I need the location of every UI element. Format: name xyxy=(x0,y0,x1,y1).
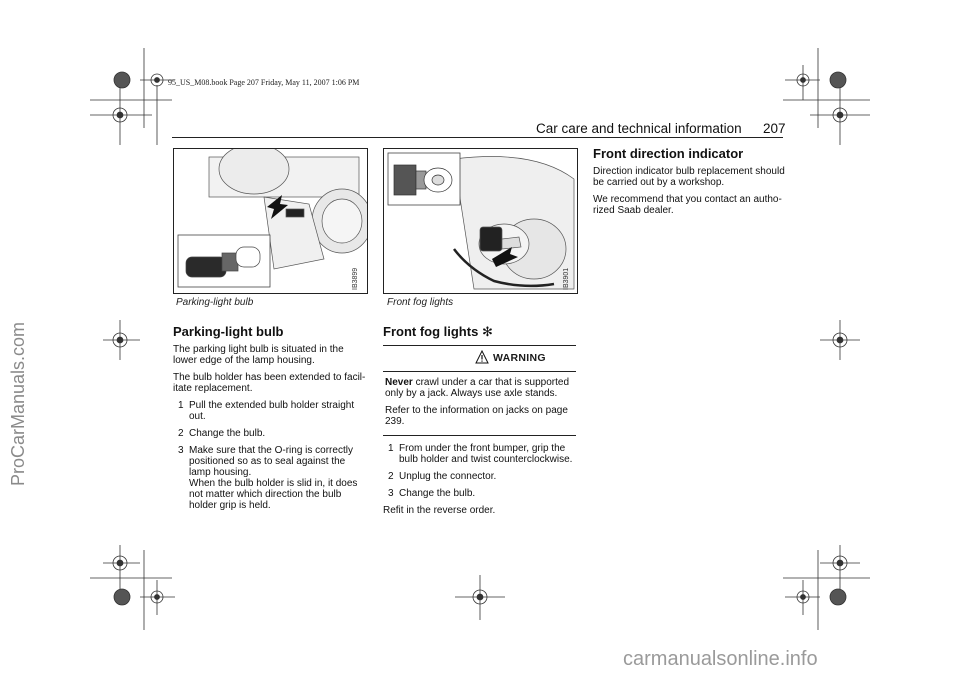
header-rule xyxy=(172,137,783,138)
parking-paragraph-2: The bulb holder has been extended to facil-itate replacement. xyxy=(173,372,366,394)
fog-light-figure xyxy=(383,148,578,294)
page-number: 207 xyxy=(763,121,786,136)
side-watermark: ProCarManuals.com xyxy=(8,321,28,486)
warning-header xyxy=(383,346,576,372)
fog-closing: Refit in the reverse order. xyxy=(383,505,496,516)
parking-heading: Parking-light bulb xyxy=(173,324,284,339)
direction-body xyxy=(593,166,789,222)
fog-step-3: 3 Change the bulb. xyxy=(388,488,476,499)
asterisk-icon: ✻ xyxy=(481,324,493,339)
fog-body xyxy=(383,443,579,516)
book-info-line: 95_US_M08.book Page 207 Friday, May 11, 2007 1:06 PM xyxy=(168,78,360,87)
bottom-watermark: carmanualsonline.info xyxy=(623,648,818,670)
warning-box xyxy=(383,345,576,436)
warning-line-2: Refer to the information on jacks on page 239. xyxy=(385,405,568,427)
parking-paragraph-1: The parking light bulb is situated in the lower edge of the lamp housing. xyxy=(173,344,344,366)
fog-heading: Front fog lights ✻ xyxy=(383,324,493,339)
warning-body xyxy=(383,372,576,435)
parking-step-1: 1 Pull the extended bulb holder straight out. xyxy=(178,400,355,422)
direction-heading: Front direction indicator xyxy=(593,146,744,161)
warning-line-1: Never crawl under a car that is supported only by a jack. Always use axle stands. xyxy=(385,377,570,399)
parking-light-illustration xyxy=(174,149,367,293)
fog-figure-code: IB3901 xyxy=(563,267,570,290)
warning-title: WARNING xyxy=(493,352,546,364)
parking-step-2: 2 Change the bulb. xyxy=(178,428,266,439)
parking-figure-code: IB3899 xyxy=(352,267,359,290)
parking-step-3: 3 Make sure that the O-ring is correctly positioned so as to seal against the lamp housing. When the bulb holder is slid in, it does not matter which direction the bulb holder grip is held. xyxy=(178,445,358,511)
parking-step-3-note: When the bulb holder is slid in, it does not matter which direction the bulb holder grip is held. xyxy=(189,478,358,511)
fog-steps xyxy=(383,443,579,499)
fog-light-illustration xyxy=(384,149,577,293)
fog-step-1: 1 From under the front bumper, grip the bulb holder and twist counterclockwise. xyxy=(388,443,573,465)
warning-triangle-icon xyxy=(475,350,489,364)
fog-figure-caption: Front fog lights xyxy=(387,297,454,308)
direction-paragraph-2: We recommend that you contact an autho-rized Saab dealer. xyxy=(593,194,782,216)
direction-paragraph-1: Direction indicator bulb replacement should be carried out by a workshop. xyxy=(593,166,785,188)
parking-light-figure xyxy=(173,148,368,294)
parking-body xyxy=(173,344,369,517)
fog-step-2: 2 Unplug the connector. xyxy=(388,471,497,482)
section-header-title: Car care and technical information xyxy=(536,121,742,136)
parking-figure-caption: Parking-light bulb xyxy=(176,297,254,308)
parking-steps xyxy=(173,400,369,511)
